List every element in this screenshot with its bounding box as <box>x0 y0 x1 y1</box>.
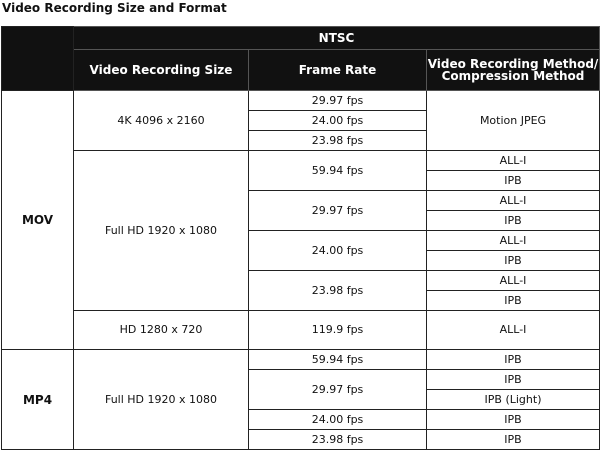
format-table <box>1 26 600 450</box>
format-label-mp4: MP4 <box>2 350 74 450</box>
frame-rate-cell: 23.98 fps <box>249 271 427 311</box>
method-cell: IPB <box>427 350 600 370</box>
size-cell: HD 1280 x 720 <box>74 311 249 350</box>
frame-rate-cell: 29.97 fps <box>249 370 427 410</box>
column-header-frame-rate: Frame Rate <box>249 50 427 91</box>
size-cell: Full HD 1920 x 1080 <box>74 350 249 450</box>
frame-rate-cell: 59.94 fps <box>249 151 427 191</box>
frame-rate-cell: 59.94 fps <box>249 350 427 370</box>
method-cell: Motion JPEG <box>427 91 600 151</box>
frame-rate-cell: 29.97 fps <box>249 191 427 231</box>
column-header-size: Video Recording Size <box>74 50 249 91</box>
column-header-method: Video Recording Method/ Compression Method <box>427 50 600 91</box>
frame-rate-cell: 119.9 fps <box>249 311 427 350</box>
method-cell: ALL-I <box>427 311 600 350</box>
method-cell: IPB <box>427 251 600 271</box>
frame-rate-cell: 24.00 fps <box>249 410 427 430</box>
method-cell: IPB (Light) <box>427 390 600 410</box>
method-cell: ALL-I <box>427 271 600 291</box>
method-cell: IPB <box>427 171 600 191</box>
frame-rate-cell: 29.97 fps <box>249 91 427 111</box>
method-cell: IPB <box>427 410 600 430</box>
ntsc-header: NTSC <box>74 27 600 50</box>
method-cell: ALL-I <box>427 151 600 171</box>
format-label-mov: MOV <box>2 91 74 350</box>
frame-rate-cell: 23.98 fps <box>249 430 427 450</box>
method-cell: IPB <box>427 430 600 450</box>
frame-rate-cell: 24.00 fps <box>249 231 427 271</box>
frame-rate-cell: 23.98 fps <box>249 131 427 151</box>
header-blank-cell <box>2 27 74 91</box>
method-cell: ALL-I <box>427 231 600 251</box>
size-cell: Full HD 1920 x 1080 <box>74 151 249 311</box>
frame-rate-cell: 24.00 fps <box>249 111 427 131</box>
method-cell: ALL-I <box>427 191 600 211</box>
method-cell: IPB <box>427 211 600 231</box>
method-cell: IPB <box>427 370 600 390</box>
page-title: Video Recording Size and Format <box>2 1 227 15</box>
method-cell: IPB <box>427 291 600 311</box>
size-cell: 4K 4096 x 2160 <box>74 91 249 151</box>
